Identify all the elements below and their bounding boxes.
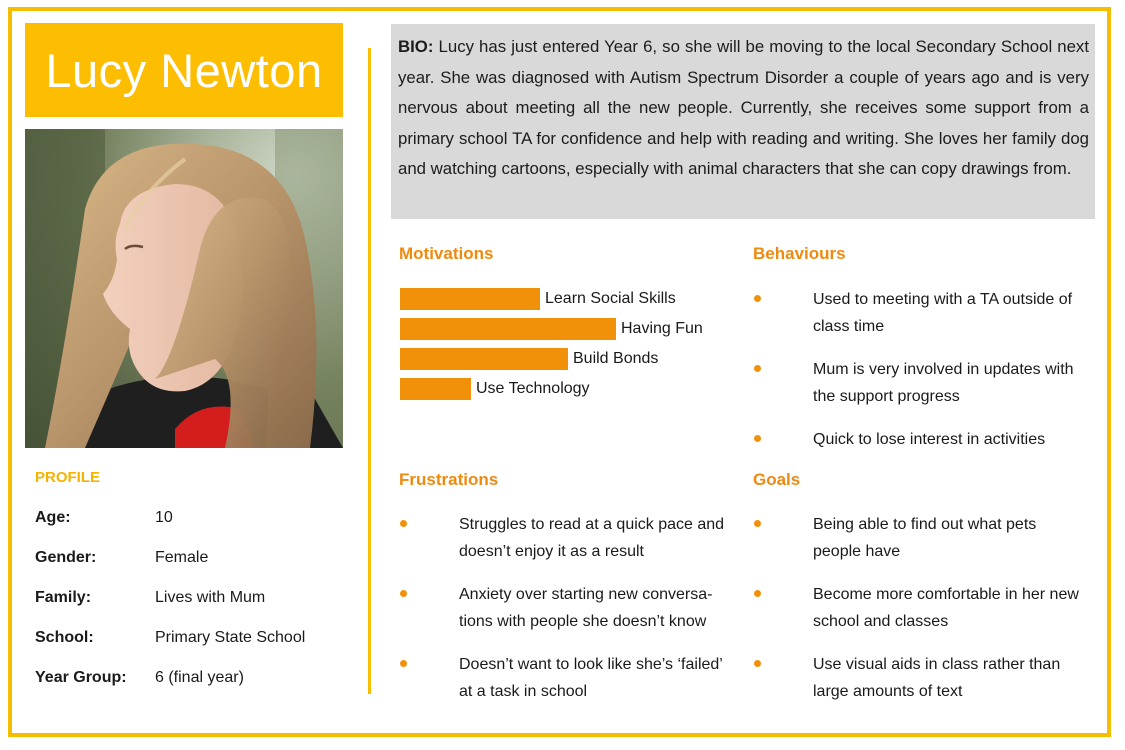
behaviour-item: Quick to lose interest in activities	[813, 431, 1046, 448]
bullet-icon	[754, 520, 761, 527]
motivation-bar	[400, 378, 471, 400]
vertical-divider	[368, 48, 371, 694]
portrait-photo	[25, 129, 343, 448]
profile-value: Lives with Mum	[155, 589, 266, 606]
goal-item: Become more comfortable in her new school and classes	[813, 586, 1079, 630]
frustration-item: Struggles to read at a quick pace and doesn’t enjoy it as a result	[459, 516, 725, 560]
motivation-label: Learn Social Skills	[545, 290, 676, 307]
behaviour-item: Used to meeting with a TA outside of class time	[813, 291, 1073, 335]
goal-item: Use visual aids in class rather than large amounts of text	[813, 656, 1061, 700]
bullet-icon	[754, 295, 761, 302]
name-banner	[25, 23, 343, 117]
profile-key: School:	[35, 629, 94, 646]
persona-name: Lucy Newton	[45, 43, 323, 97]
bullet-icon	[400, 520, 407, 527]
profile-title: PROFILE	[35, 469, 101, 486]
bullet-icon	[754, 660, 761, 667]
frustration-item: Anxiety over starting new conversa-tions with people she doesn’t know	[459, 586, 713, 630]
motivation-label: Build Bonds	[573, 350, 659, 367]
frustrations-title: Frustrations	[399, 470, 499, 489]
bullet-icon	[754, 365, 761, 372]
goal-item: Being able to find out what pets people have	[813, 516, 1037, 560]
goals-title: Goals	[753, 470, 801, 489]
motivation-label: Use Technology	[476, 380, 590, 397]
profile-key: Year Group:	[35, 669, 127, 686]
bullet-icon	[754, 590, 761, 597]
frustration-item: Doesn’t want to look like she’s ‘failed’ at a task in school	[459, 656, 723, 700]
motivation-bar	[400, 348, 568, 370]
motivation-label: Having Fun	[621, 320, 703, 337]
profile-key: Age:	[35, 509, 71, 526]
profile-key: Family:	[35, 589, 92, 606]
bio-text: Lucy has just entered Year 6, so she will be moving to the local Secondary School next year. She was diagnosed with Autism Spectrum Disorder a couple of years ago and is very nervous about meeting all the new people. Currently, she receives some support from a primary school TA for confidence and help with reading and writing. She loves her family dog and watching cartoons, especially with animal characters that she can copy drawings from.	[398, 37, 1089, 178]
profile-value: Female	[155, 549, 209, 566]
motivation-bar	[400, 288, 540, 310]
bullet-icon	[400, 660, 407, 667]
profile-value: 10	[155, 509, 173, 526]
behaviours-title: Behaviours	[753, 244, 846, 263]
profile-value: 6 (final year)	[155, 669, 244, 686]
motivations-title: Motivations	[399, 244, 494, 263]
profile-key: Gender:	[35, 549, 97, 566]
bio-label: BIO:	[398, 37, 434, 56]
behaviour-item: Mum is very involved in updates with the support progress	[813, 361, 1074, 405]
bio-box	[391, 24, 1095, 219]
bullet-icon	[400, 590, 407, 597]
bullet-icon	[754, 435, 761, 442]
portrait-illustration	[25, 129, 343, 448]
motivation-bar	[400, 318, 616, 340]
profile-value: Primary State School	[155, 629, 306, 646]
